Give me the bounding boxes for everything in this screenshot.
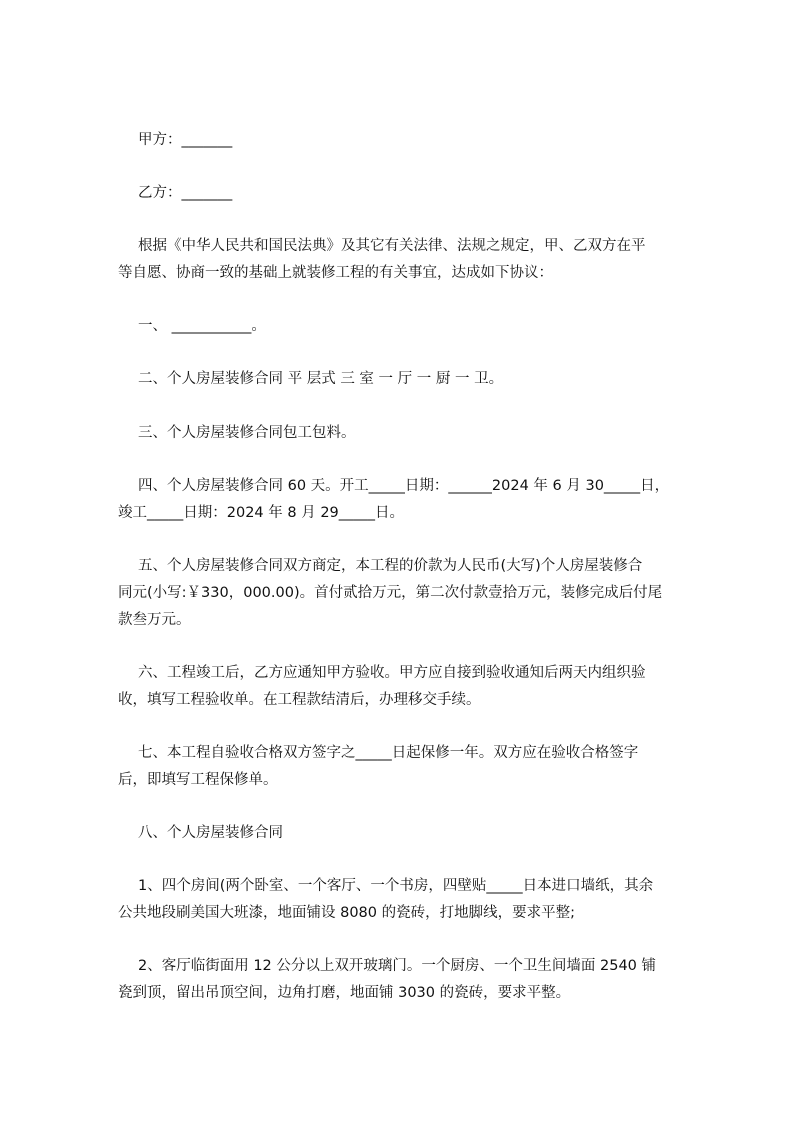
text-line: 同元(小写:￥330，000.00)。首付贰拾万元，第二次付款壹拾万元，装修完成后付尾 bbox=[118, 585, 663, 601]
clause-5 bbox=[118, 553, 684, 634]
text-line: 四、个人房屋装修合同 60 天。开工_____日期：______2024 年 6 月 30_____日， bbox=[138, 478, 670, 494]
text-line: 七、本工程自验收合格双方签字之_____日起保修一年。双方应在验收合格签字 bbox=[138, 745, 639, 761]
text-line: 五、个人房屋装修合同双方商定，本工程的价款为人民币(大写)个人房屋装修合 bbox=[138, 558, 643, 574]
text-line: 2、客厅临街面用 12 公分以上双开玻璃门。一个厨房、一个卫生间墙面 2540 铺 bbox=[138, 958, 657, 974]
text-line: 乙方：_______ bbox=[138, 185, 233, 201]
text-line: 二、个人房屋装修合同 平 层式 三 室 一 厅 一 厨 一 卫。 bbox=[138, 371, 504, 387]
text-line: 六、工程竣工后，乙方应通知甲方验收。甲方应自接到验收通知后两天内组织验 bbox=[138, 665, 646, 681]
text-line: 根据《中华人民共和国民法典》及其它有关法律、法规之规定，甲、乙双方在平 bbox=[138, 238, 646, 254]
clause-8 bbox=[118, 820, 684, 847]
text-line: 款叁万元。 bbox=[118, 612, 191, 628]
party-a-line bbox=[118, 127, 684, 154]
preamble-paragraph bbox=[118, 233, 684, 287]
text-line: 甲方：_______ bbox=[138, 132, 233, 148]
clause-3 bbox=[118, 420, 684, 447]
party-b-line bbox=[118, 180, 684, 207]
clause-8-item-2 bbox=[118, 953, 684, 1007]
text-line: 一、 ___________。 bbox=[138, 318, 266, 334]
clause-8-item-1 bbox=[118, 873, 684, 927]
clause-1 bbox=[118, 313, 684, 340]
text-line: 公共地段刷美国大班漆，地面铺设 8080 的瓷砖，打地脚线，要求平整; bbox=[118, 905, 576, 921]
text-line: 收，填写工程验收单。在工程款结清后，办理移交手续。 bbox=[118, 692, 481, 708]
text-line: 1、四个房间(两个卧室、一个客厅、一个书房，四壁贴_____日本进口墙纸，其余 bbox=[138, 878, 654, 894]
text-line: 三、个人房屋装修合同包工包料。 bbox=[138, 425, 356, 441]
clause-2 bbox=[118, 366, 684, 393]
text-line: 八、个人房屋装修合同 bbox=[138, 825, 283, 841]
clause-6 bbox=[118, 660, 684, 714]
text-line: 等自愿、协商一致的基础上就装修工程的有关事宜，达成如下协议： bbox=[118, 265, 553, 281]
clause-4 bbox=[118, 473, 684, 527]
clause-7 bbox=[118, 740, 684, 794]
text-line: 后，即填写工程保修单。 bbox=[118, 772, 278, 788]
text-line: 竣工_____日期：2024 年 8 月 29_____日。 bbox=[118, 505, 405, 521]
text-line: 瓷到顶，留出吊顶空间，边角打磨，地面铺 3030 的瓷砖，要求平整。 bbox=[118, 985, 571, 1001]
